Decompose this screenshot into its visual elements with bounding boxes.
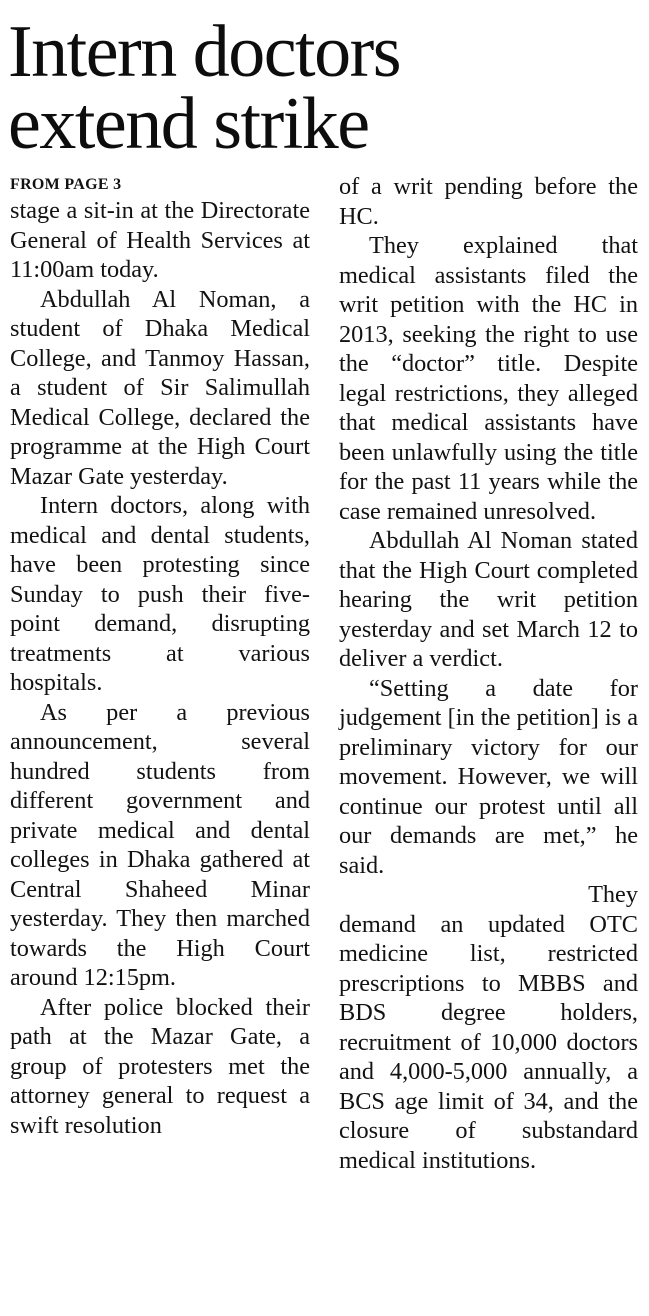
headline — [8, 11, 644, 165]
paragraph: They — [588, 881, 638, 908]
paragraph: They explained that medical assistants filed the writ petition with the HC in 2013, seeking the right to use the “doctor” title. Despite legal restrictions, they alleged that medical assistants have been unlawfully using the title for the past 11 years while the case remained unresolved. — [339, 232, 638, 525]
paragraph: “Setting a date for judgement [in the petition] is a preliminary victory for our movement. However, we will continue our protest until all our demands are met,” he said. — [339, 674, 638, 879]
paragraph: demand an updated OTC medicine list, restricted prescriptions to MBBS and BDS degree holders, recruitment of 10,000 doctors and 4,000-5,000 annually, a BCS age limit of 34, and the closure of substandard medical institutions. — [339, 910, 638, 1174]
article-column-left — [10, 174, 310, 1140]
paragraph: As per a previous announcement, several hundred students from different government and private medical and dental colleges in Dhaka gathered at Central Shaheed Minar yesterday. They then marched towards the High Court around 12:15pm. — [10, 698, 310, 991]
headline-line-1: Intern doctors — [8, 11, 401, 93]
paragraph: stage a sit-in at the Directorate General of Health Services at 11:00am today. — [10, 197, 310, 283]
headline-line-2: extend strike — [8, 83, 369, 165]
paragraph: of a writ pending before the HC. — [339, 173, 638, 230]
paragraph: After police blocked their path at the Mazar Gate, a group of protesters met the attorney general to request a swift resolution — [10, 993, 310, 1139]
paragraph: Intern doctors, along with medical and dental students, have been protesting since Sunday to push their five-point demand, disrupting treatments at various hospitals. — [10, 492, 310, 696]
paragraph: Abdullah Al Noman stated that the High Court completed hearing the writ petition yesterday and set March 12 to deliver a verdict. — [339, 527, 638, 672]
continuation-kicker: FROM PAGE 3 — [10, 176, 122, 193]
paragraph: Abdullah Al Noman, a student of Dhaka Medical College, and Tanmoy Hassan, a student of Sir Salimullah Medical College, declared the programme at the High Court Mazar Gate yesterday. — [10, 285, 310, 490]
article-column-right — [339, 172, 638, 1175]
